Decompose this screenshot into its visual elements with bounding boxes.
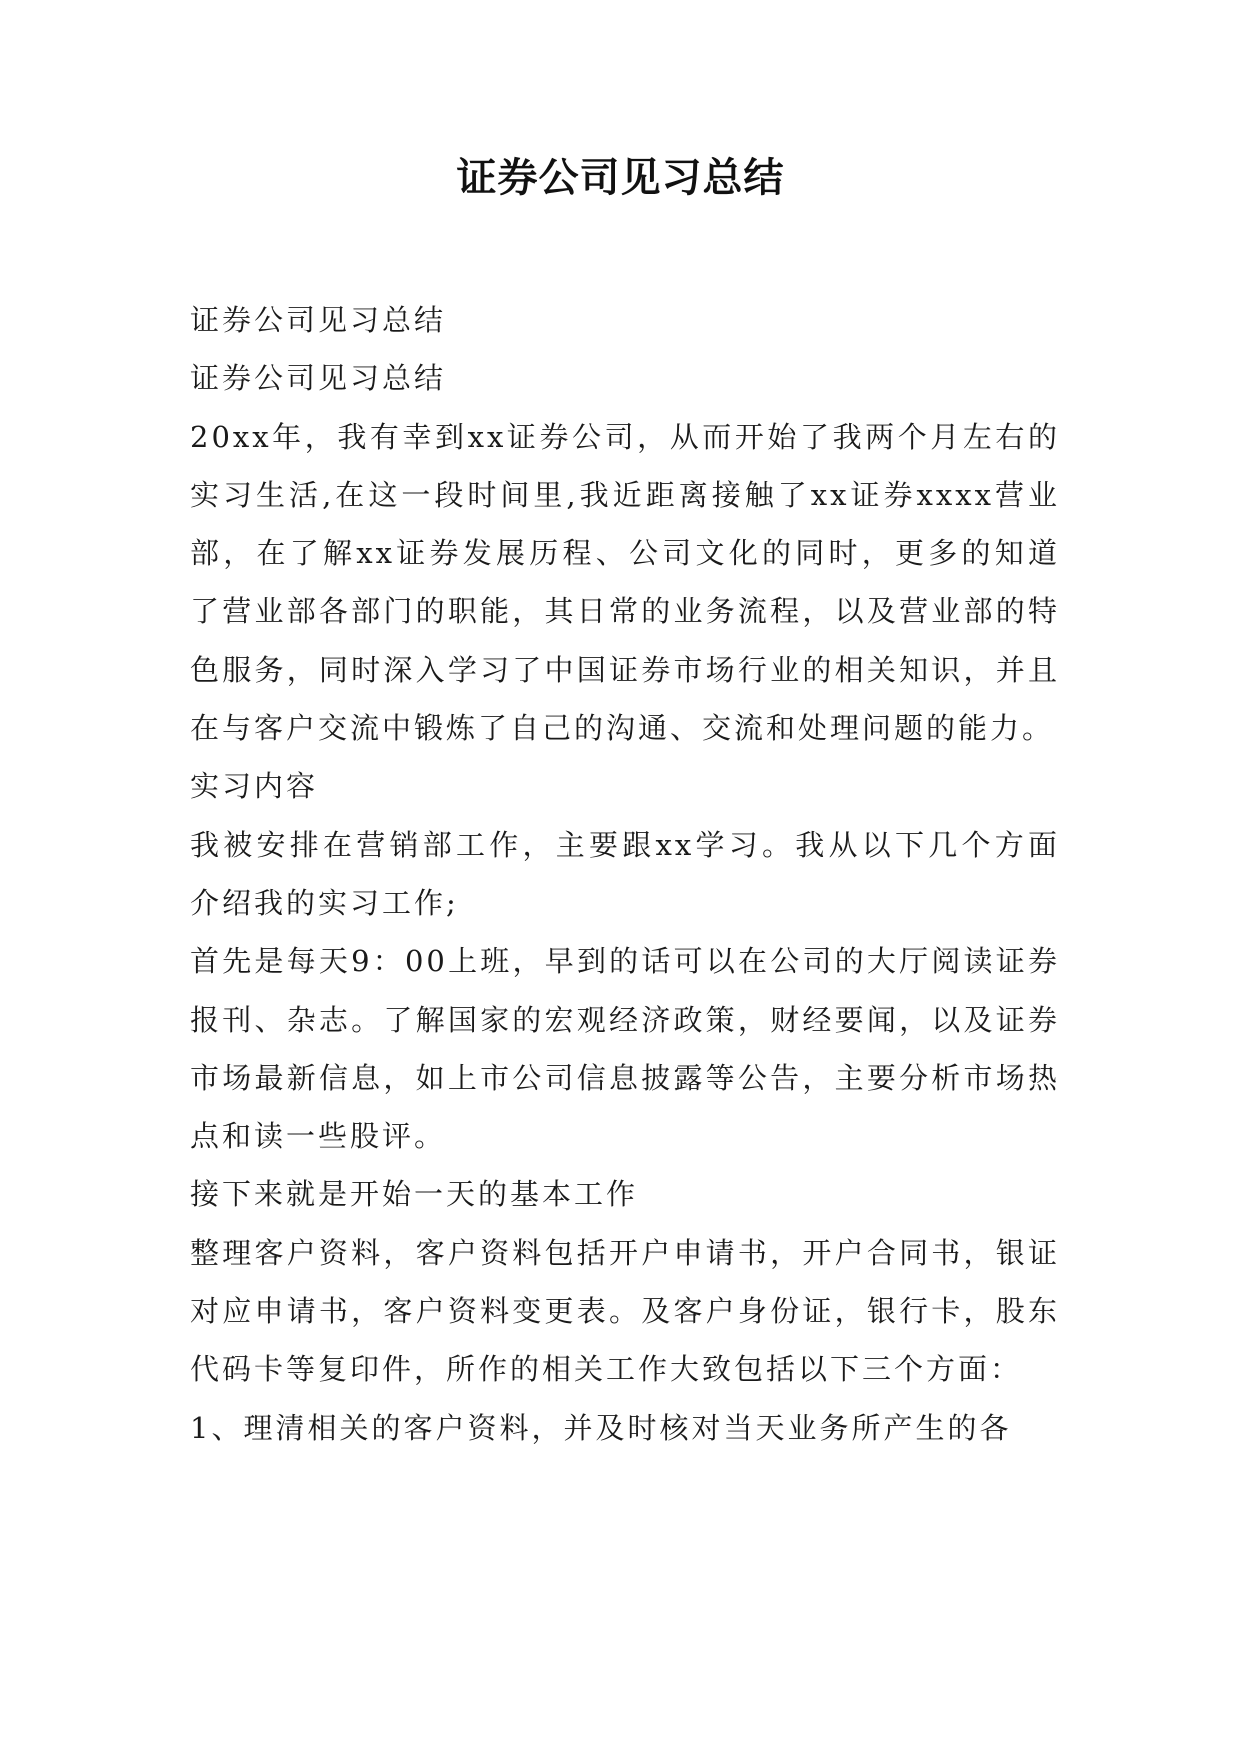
paragraph: 1、理清相关的客户资料，并及时核对当天业务所产生的各 [190, 1410, 1012, 1445]
paragraph: 接下来就是开始一天的基本工作 [190, 1177, 639, 1212]
paragraph: 证券公司见习总结 [190, 303, 447, 337]
paragraph: 整理客户资料，客户资料包括开户申请书，开户合同书，银证对应申请书，客户资料变更表。及客户身份证，银行卡，股东代码卡等复印件，所作的相关工作大致包括以下三个方面： [190, 1235, 1060, 1387]
document-body [190, 291, 1060, 1457]
document-title: 证券公司见习总结 [456, 154, 785, 201]
paragraph: 20xx年，我有幸到xx证券公司，从而开始了我两个月左右的实习生活,在这一段时间里,我近距离接触了xx证券xxxx营业部，在了解xx证券发展历程、公司文化的同时，更多的知道了营业部各部门的职能，其日常的业务流程，以及营业部的特色服务，同时深入学习了中国证券市场行业的相关知识，并且在与客户交流中锻炼了自己的沟通、交流和处理问题的能力。 [190, 419, 1060, 746]
paragraph: 首先是每天9：00上班，早到的话可以在公司的大厅阅读证券报刊、杂志。了解国家的宏观经济政策，财经要闻，以及证券市场最新信息，如上市公司信息披露等公告，主要分析市场热点和读一些股评。 [190, 944, 1060, 1154]
section-heading: 实习内容 [190, 769, 319, 804]
paragraph: 证券公司见习总结 [190, 361, 447, 396]
paragraph: 我被安排在营销部工作，主要跟xx学习。我从以下几个方面介绍我的实习工作; [190, 827, 1060, 920]
